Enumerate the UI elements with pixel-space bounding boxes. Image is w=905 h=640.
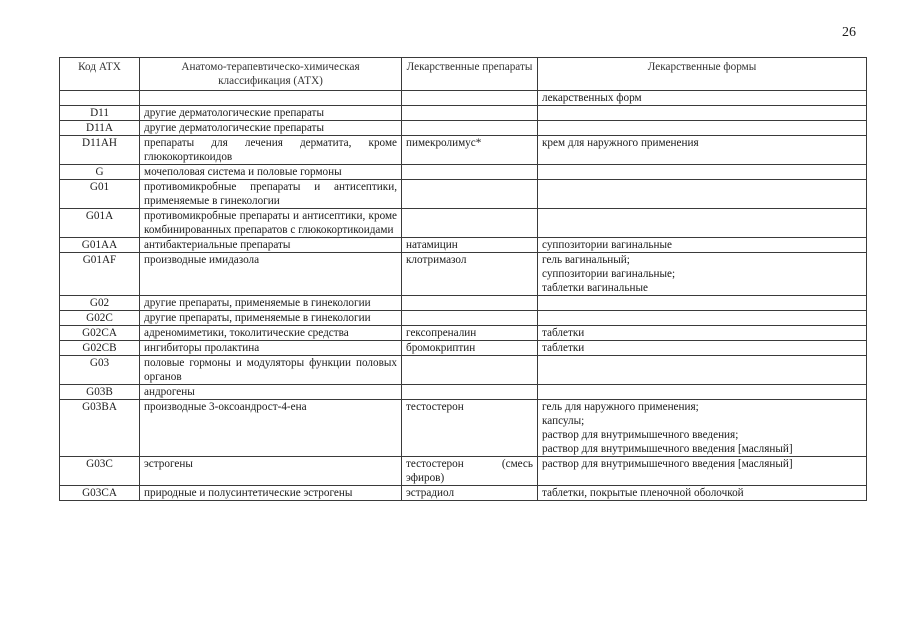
atx-classification-cell: половые гормоны и модуляторы функции половых органов (140, 356, 402, 385)
dosage-forms-cell (538, 253, 867, 296)
table-row (60, 296, 867, 311)
dosage-forms-cell (538, 136, 867, 165)
atx-classification-cell: адреномиметики, токолитические средства (140, 326, 402, 341)
table-row (60, 106, 867, 121)
dosage-forms-cell (538, 400, 867, 457)
drug-cell: тестостерон (402, 400, 538, 457)
dosage-form-item: таблетки (542, 327, 585, 339)
table-row (60, 486, 867, 501)
table-row (60, 91, 867, 106)
atx-classification-cell: природные и полусинтетические эстрогены (140, 486, 402, 501)
dosage-form-item: таблетки вагинальные (542, 282, 648, 294)
atx-classification-cell: другие препараты, применяемые в гинекологии (140, 296, 402, 311)
atx-table (59, 57, 867, 501)
atx-code-cell: G02 (60, 296, 140, 311)
drug-cell: клотримазол (402, 253, 538, 296)
table-row (60, 341, 867, 356)
dosage-form-item: раствор для внутримышечного введения; (542, 429, 739, 441)
atx-classification-cell: препараты для лечения дерматита, кроме глюкокортикоидов (140, 136, 402, 165)
dosage-forms-cell (538, 296, 867, 311)
atx-classification-cell: производные 3-оксоандрост-4-ена (140, 400, 402, 457)
dosage-forms-cell (538, 91, 867, 106)
page-number: 26 (842, 25, 856, 40)
drug-cell (402, 356, 538, 385)
drug-cell (402, 385, 538, 400)
table-row (60, 326, 867, 341)
header-forms: Лекарственные формы (538, 58, 867, 91)
dosage-forms-cell (538, 106, 867, 121)
drug-cell (402, 106, 538, 121)
dosage-form-item: лекарственных форм (542, 92, 642, 104)
dosage-form-item: суппозитории вагинальные (542, 239, 672, 251)
dosage-form-item: гель для наружного применения; (542, 401, 699, 413)
dosage-forms-cell (538, 121, 867, 136)
atx-code-cell: G01AA (60, 238, 140, 253)
atx-code-cell: G (60, 165, 140, 180)
dosage-form-item: раствор для внутримышечного введения [масляный] (542, 458, 793, 470)
atx-code-cell: D11 (60, 106, 140, 121)
atx-code-cell: G01 (60, 180, 140, 209)
atx-code-cell: D11A (60, 121, 140, 136)
dosage-forms-cell (538, 385, 867, 400)
atx-code-cell: D11AH (60, 136, 140, 165)
drug-cell: пимекролимус* (402, 136, 538, 165)
table-row (60, 253, 867, 296)
atx-classification-cell: антибактериальные препараты (140, 238, 402, 253)
drug-cell (402, 121, 538, 136)
dosage-forms-cell (538, 457, 867, 486)
table-row (60, 311, 867, 326)
drug-cell (402, 180, 538, 209)
atx-classification-cell: противомикробные препараты и антисептики, применяемые в гинекологии (140, 180, 402, 209)
dosage-form-item: крем для наружного применения (542, 137, 699, 149)
header-code: Код АТХ (60, 58, 140, 91)
drug-cell (402, 91, 538, 106)
table-row (60, 385, 867, 400)
dosage-form-item: таблетки, покрытые пленочной оболочкой (542, 487, 744, 499)
table-row (60, 457, 867, 486)
dosage-forms-cell (538, 311, 867, 326)
atx-code-cell: G03BA (60, 400, 140, 457)
atx-code-cell: G01A (60, 209, 140, 238)
drug-cell (402, 209, 538, 238)
atx-classification-cell: ингибиторы пролактина (140, 341, 402, 356)
table-row (60, 356, 867, 385)
dosage-form-item: таблетки (542, 342, 585, 354)
atx-classification-cell: другие дерматологические препараты (140, 121, 402, 136)
atx-classification-cell: производные имидазола (140, 253, 402, 296)
header-classification: Анатомо-терапевтическо-химическая классификация (АТХ) (140, 58, 402, 91)
dosage-forms-cell (538, 209, 867, 238)
atx-classification-cell: андрогены (140, 385, 402, 400)
dosage-form-item: капсулы; (542, 415, 585, 427)
dosage-forms-cell (538, 238, 867, 253)
drug-cell: натамицин (402, 238, 538, 253)
atx-classification-cell: противомикробные препараты и антисептики, кроме комбинированных препаратов с глюкокортикоидами (140, 209, 402, 238)
dosage-form-item: раствор для внутримышечного введения [масляный] (542, 443, 793, 455)
drug-cell: гексопреналин (402, 326, 538, 341)
dosage-forms-cell (538, 180, 867, 209)
table-row (60, 238, 867, 253)
table-row (60, 121, 867, 136)
atx-code-cell: G03C (60, 457, 140, 486)
drug-cell (402, 296, 538, 311)
drug-cell (402, 311, 538, 326)
dosage-form-item: суппозитории вагинальные; (542, 268, 676, 280)
atx-classification-cell: другие препараты, применяемые в гинекологии (140, 311, 402, 326)
drug-cell: эстрадиол (402, 486, 538, 501)
table-row (60, 165, 867, 180)
table-header-row (60, 58, 867, 91)
atx-code-cell: G02CB (60, 341, 140, 356)
atx-classification-cell: другие дерматологические препараты (140, 106, 402, 121)
header-drugs: Лекарственные препараты (402, 58, 538, 91)
atx-code-cell: G01AF (60, 253, 140, 296)
atx-code-cell: G02C (60, 311, 140, 326)
atx-code-cell (60, 91, 140, 106)
drug-cell: бромокриптин (402, 341, 538, 356)
dosage-forms-cell (538, 341, 867, 356)
atx-code-cell: G03CA (60, 486, 140, 501)
dosage-forms-cell (538, 165, 867, 180)
atx-classification-cell: эстрогены (140, 457, 402, 486)
atx-code-cell: G02CA (60, 326, 140, 341)
atx-classification-cell: мочеполовая система и половые гормоны (140, 165, 402, 180)
table-row (60, 400, 867, 457)
table-body (60, 91, 867, 501)
dosage-forms-cell (538, 326, 867, 341)
dosage-forms-cell (538, 486, 867, 501)
atx-code-cell: G03B (60, 385, 140, 400)
dosage-form-item: гель вагинальный; (542, 254, 630, 266)
table-row (60, 136, 867, 165)
drug-cell: тестостерон (смесь эфиров) (402, 457, 538, 486)
drug-cell (402, 165, 538, 180)
atx-classification-cell (140, 91, 402, 106)
atx-code-cell: G03 (60, 356, 140, 385)
table-row (60, 180, 867, 209)
dosage-forms-cell (538, 356, 867, 385)
table-row (60, 209, 867, 238)
